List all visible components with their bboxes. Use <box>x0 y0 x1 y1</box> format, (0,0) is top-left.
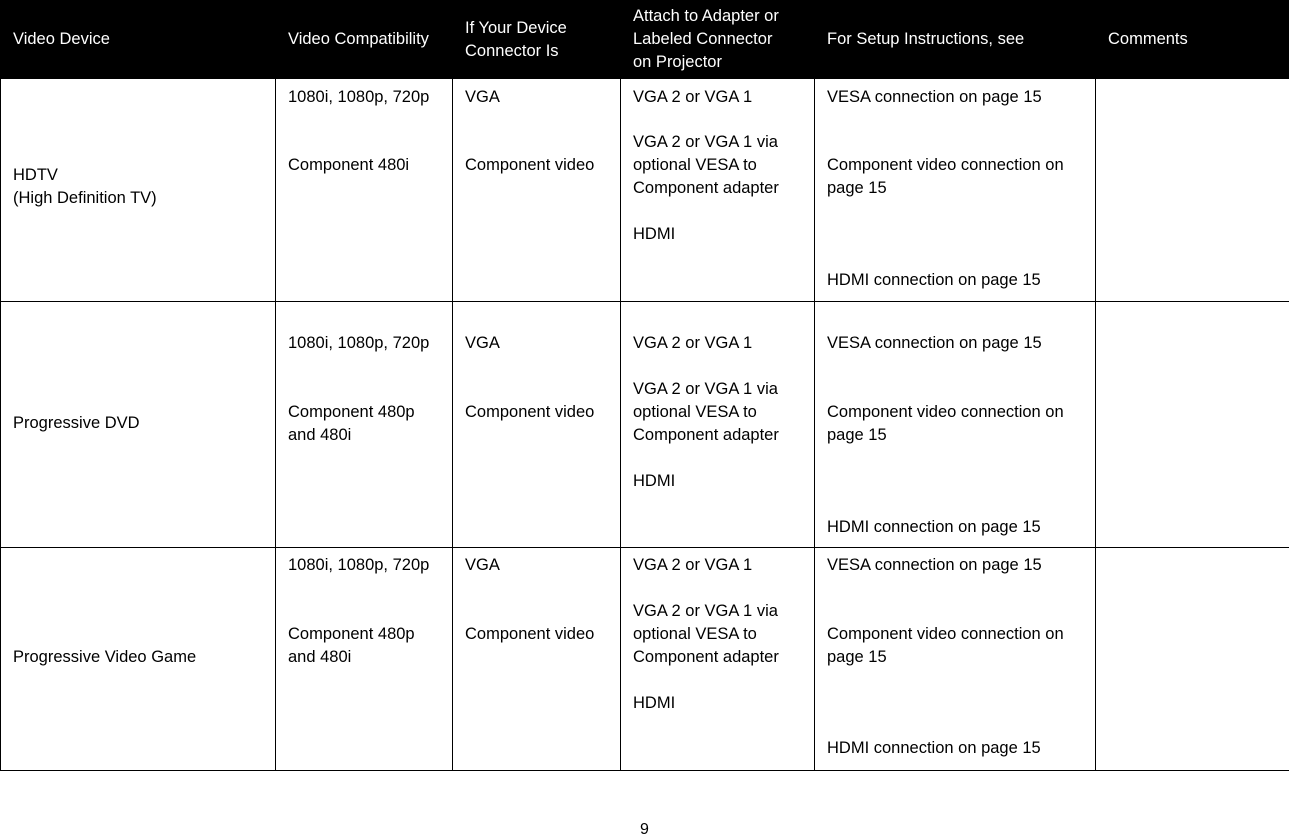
compatibility-cell <box>276 302 453 548</box>
compatibility-line-1: 1080i, 1080p, 720p <box>288 88 430 106</box>
setup-line-b1: Component video connection on <box>827 625 1064 643</box>
connector-line-1: VGA <box>465 88 500 106</box>
attach-line-b1: VGA 2 or VGA 1 via <box>633 602 778 620</box>
attach-line-b2: optional VESA to <box>633 403 757 421</box>
setup-line-b1: Component video connection on <box>827 156 1064 174</box>
setup-cell <box>815 302 1096 548</box>
attach-line-c: HDMI <box>633 472 676 490</box>
header-video-compatibility <box>276 1 453 79</box>
setup-line-c: HDMI connection on page 15 <box>827 518 1041 536</box>
comments-cell <box>1096 548 1289 771</box>
device-name: Progressive DVD <box>13 414 140 432</box>
compatibility-line-2: Component 480p <box>288 625 415 643</box>
device-name: HDTV <box>13 166 58 184</box>
table-row <box>1 548 1289 771</box>
header-video-device-text: Video Device <box>13 30 110 48</box>
compatibility-line-3: and 480i <box>288 426 352 444</box>
setup-line-c: HDMI connection on page 15 <box>827 271 1041 289</box>
setup-line-b2: page 15 <box>827 179 887 197</box>
compatibility-cell <box>276 548 453 771</box>
attach-line-b3: Component adapter <box>633 179 779 197</box>
connector-line-1: VGA <box>465 556 500 574</box>
compatibility-line-3: and 480i <box>288 648 352 666</box>
table-row <box>1 302 1289 548</box>
attach-cell <box>621 548 815 771</box>
compatibility-line-2: Component 480i <box>288 156 410 174</box>
header-comments <box>1096 1 1289 79</box>
compatibility-line-1: 1080i, 1080p, 720p <box>288 556 430 574</box>
header-setup <box>815 1 1096 79</box>
setup-line-b2: page 15 <box>827 648 887 666</box>
attach-line-b1: VGA 2 or VGA 1 via <box>633 133 778 151</box>
connector-line-2: Component video <box>465 403 595 421</box>
attach-line-b2: optional VESA to <box>633 625 757 643</box>
compatibility-line-1: 1080i, 1080p, 720p <box>288 334 430 352</box>
device-cell <box>1 79 276 302</box>
header-comments-text: Comments <box>1108 30 1188 48</box>
header-connector <box>453 1 621 79</box>
attach-line-b3: Component adapter <box>633 648 779 666</box>
connector-line-2: Component video <box>465 156 595 174</box>
attach-line-a: VGA 2 or VGA 1 <box>633 88 753 106</box>
table-header-row <box>1 1 1289 79</box>
header-attach-line-2: Labeled Connector <box>633 30 773 48</box>
device-cell <box>1 302 276 548</box>
setup-cell <box>815 548 1096 771</box>
compatibility-cell <box>276 79 453 302</box>
attach-line-c: HDMI <box>633 225 676 243</box>
comments-cell <box>1096 302 1289 548</box>
header-video-compatibility-text: Video Compatibility <box>288 30 429 48</box>
attach-line-b3: Component adapter <box>633 426 779 444</box>
attach-line-b2: optional VESA to <box>633 156 757 174</box>
header-attach-line-1: Attach to Adapter or <box>633 7 779 25</box>
setup-line-a: VESA connection on page 15 <box>827 334 1042 352</box>
attach-cell <box>621 302 815 548</box>
page-number: 9 <box>640 821 649 838</box>
setup-cell <box>815 79 1096 302</box>
attach-line-a: VGA 2 or VGA 1 <box>633 334 753 352</box>
header-connector-line-2: Connector Is <box>465 41 559 60</box>
connector-line-1: VGA <box>465 334 500 352</box>
header-connector-line-1: If Your Device <box>465 18 567 37</box>
device-cell <box>1 548 276 771</box>
setup-line-b1: Component video connection on <box>827 403 1064 421</box>
attach-line-c: HDMI <box>633 694 676 712</box>
compatibility-line-2: Component 480p <box>288 403 415 421</box>
setup-line-b2: page 15 <box>827 426 887 444</box>
header-attach-line-3: on Projector <box>633 53 722 71</box>
attach-line-a: VGA 2 or VGA 1 <box>633 556 753 574</box>
header-attach <box>621 1 815 79</box>
setup-line-a: VESA connection on page 15 <box>827 88 1042 106</box>
setup-line-c: HDMI connection on page 15 <box>827 739 1041 757</box>
table-row <box>1 79 1289 302</box>
attach-line-b1: VGA 2 or VGA 1 via <box>633 380 778 398</box>
comments-cell <box>1096 79 1289 302</box>
connector-cell <box>453 79 621 302</box>
device-name: Progressive Video Game <box>13 648 197 666</box>
attach-cell <box>621 79 815 302</box>
connector-cell <box>453 302 621 548</box>
connector-cell <box>453 548 621 771</box>
device-subname: (High Definition TV) <box>13 189 157 207</box>
connector-line-2: Component video <box>465 625 595 643</box>
setup-line-a: VESA connection on page 15 <box>827 556 1042 574</box>
header-video-device <box>1 1 276 79</box>
header-setup-text: For Setup Instructions, see <box>827 30 1025 48</box>
